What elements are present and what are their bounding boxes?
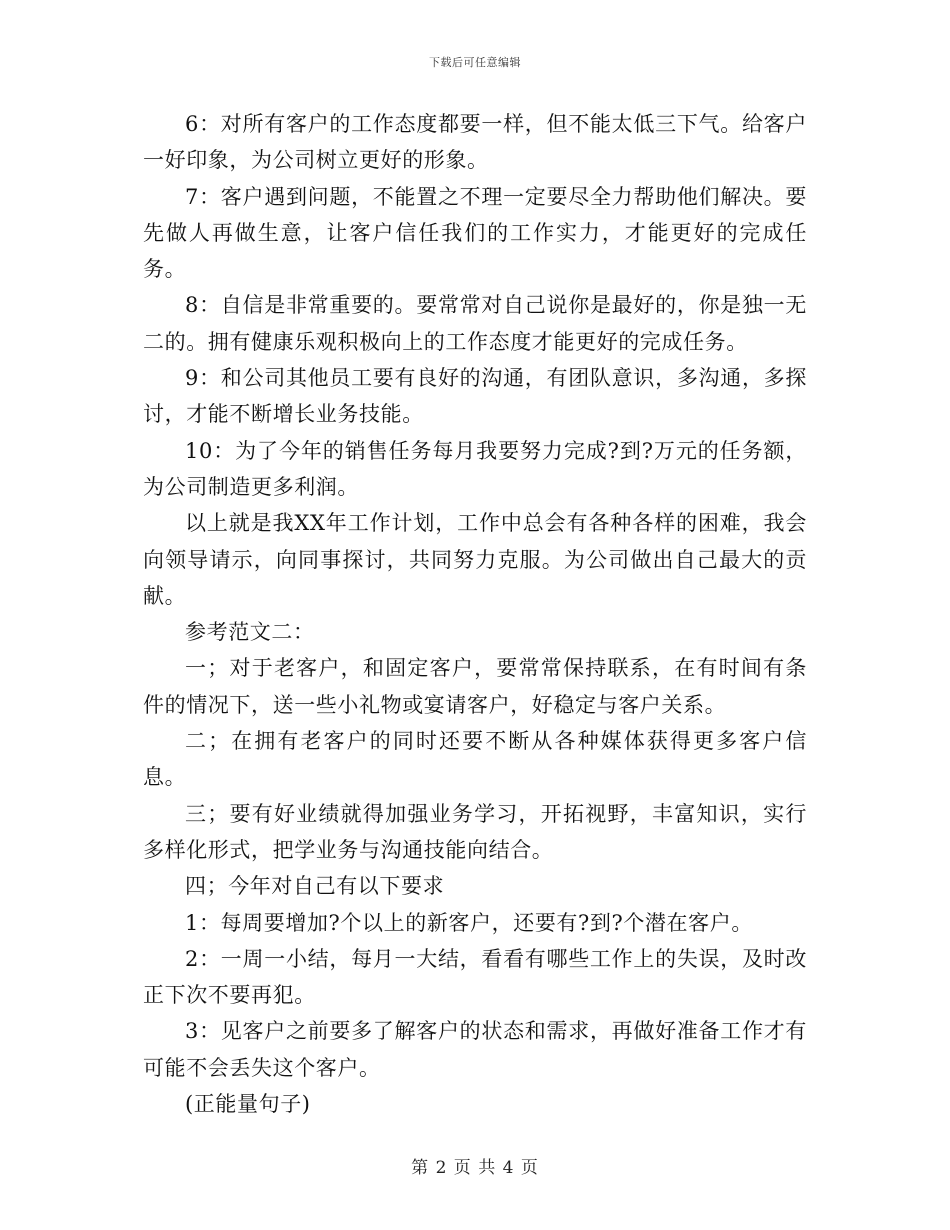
body-text — [143, 106, 807, 1122]
paragraph-four: 四；今年对自己有以下要求 — [185, 874, 445, 899]
requirement-3: 3：见客户之前要多了解客户的状态和需求，再做好准备工作才有可能不会丢失这个客户。 — [143, 1019, 807, 1080]
paragraph-two: 二；在拥有老客户的同时还要不断从各种媒体获得更多客户信息。 — [143, 729, 807, 790]
header-note: 下载后可任意编辑 — [429, 56, 521, 69]
requirement-1: 1：每周要增加?个以上的新客户，还要有?到?个潜在客户。 — [185, 910, 753, 935]
paragraph-three: 三；要有好业绩就得加强业务学习，开拓视野，丰富知识，实行多样化形式，把学业务与沟通技能向结合。 — [143, 801, 807, 862]
paragraph-9: 9：和公司其他员工要有良好的沟通，有团队意识，多沟通，多探讨，才能不断增长业务技能。 — [143, 366, 807, 427]
requirement-2: 2：一周一小结，每月一大结，看看有哪些工作上的失误，及时改正下次不要再犯。 — [143, 946, 807, 1008]
page-number: 第 2 页 共 4 页 — [411, 1158, 539, 1178]
paragraph-10: 10：为了今年的销售任务每月我要努力完成?到?万元的任务额，为公司制造更多利润。 — [143, 438, 807, 499]
closing-note: (正能量句子) — [185, 1092, 311, 1117]
paragraph-7: 7：客户遇到问题，不能置之不理一定要尽全力帮助他们解决。要先做人再做生意，让客户信任我们的工作实力，才能更好的完成任务。 — [143, 184, 807, 282]
paragraph-8: 8：自信是非常重要的。要常常对自己说你是最好的，你是独一无二的。拥有健康乐观积极向上的工作态度才能更好的完成任务。 — [143, 293, 807, 354]
paragraph-summary: 以上就是我XX年工作计划，工作中总会有各种各样的困难，我会向领导请示，向同事探讨，共同努力克服。为公司做出自己最大的贡献。 — [143, 511, 807, 608]
paragraph-6: 6：对所有客户的工作态度都要一样，但不能太低三下气。给客户一好印象，为公司树立更好的形象。 — [143, 112, 807, 173]
paragraph-one: 一；对于老客户，和固定客户，要常常保持联系，在有时间有条件的情况下，送一些小礼物或宴请客户，好稳定与客户关系。 — [143, 656, 807, 717]
section-heading: 参考范文二： — [185, 620, 315, 645]
